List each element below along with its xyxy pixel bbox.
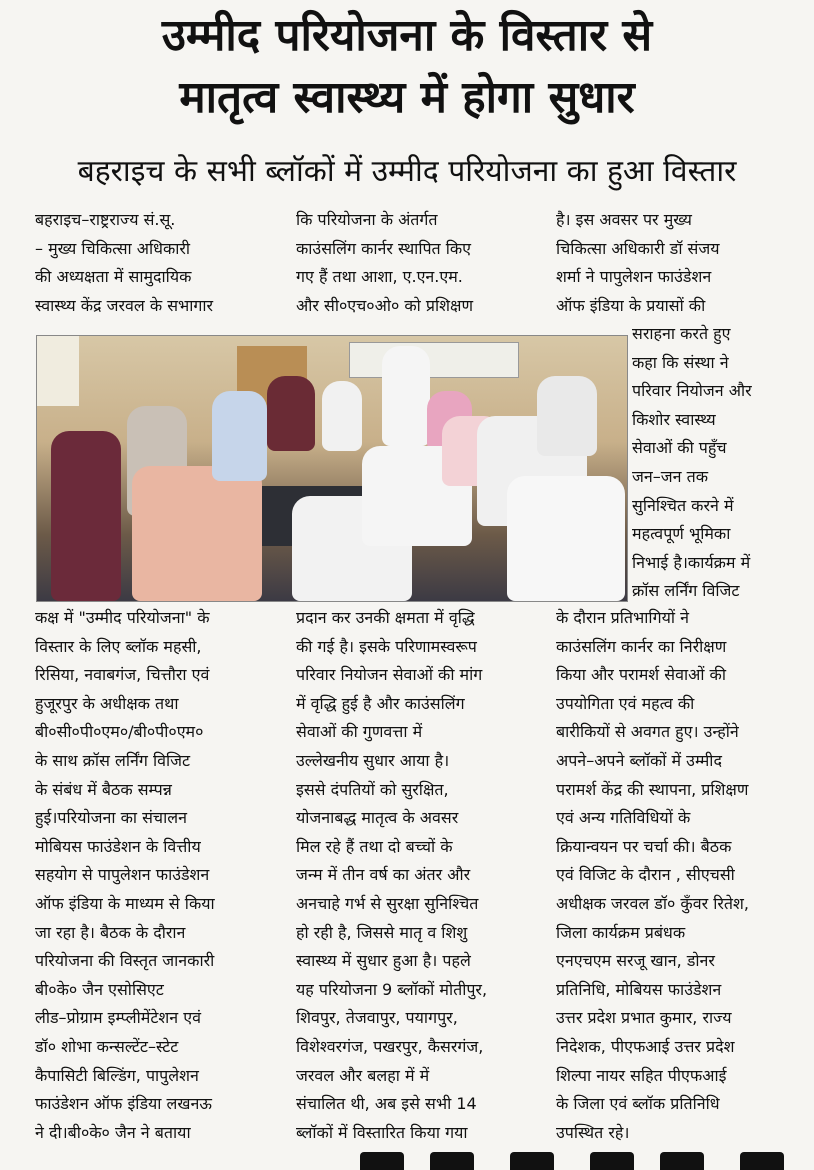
article-line: डॉ० शोभा कन्सल्टेंट–स्टेट [35,1037,179,1056]
article-line: काउंसलिंग कार्नर का निरीक्षण [556,636,727,656]
article-line: महत्वपूर्ण भूमिका [632,524,731,544]
photo-person [51,431,121,601]
article-line: अपने–अपने ब्लॉकों में उम्मीद [556,751,722,770]
article-line: जन–जन तक [632,467,708,486]
article-line: के साथ क्रॉस लर्निंग विजिट [35,751,191,770]
article-line: जिला कार्यक्रम प्रबंधक [556,922,686,942]
article-line: उल्लेखनीय सुधार आया है। [296,751,450,770]
article-line: उत्तर प्रदेश प्रभात कुमार, राज्य [556,1008,732,1028]
photo-person [382,346,430,446]
article-line: क्रियान्वयन पर चर्चा की। बैठक [556,836,732,856]
article-line: शिवपुर, तेजवापुर, पयागपुर, [296,1008,458,1028]
article-line: परियोजना की विस्तृत जानकारी [35,951,215,971]
article-line: अधीक्षक जरवल डॉ० कुँवर रितेश, [556,894,749,913]
article-line: कैपासिटी बिल्डिंग, पापुलेशन [35,1065,199,1085]
article-line: उपस्थित रहे। [556,1122,630,1142]
article-line: बहराइच–राष्ट्रराज्य सं.सू. [35,210,176,229]
article-line: चिकित्सा अधिकारी डॉ संजय [556,238,720,258]
photo-person [212,391,267,481]
article-line: ऑफ इंडिया के माध्यम से किया [35,894,215,913]
article-line: ने दी।बी०के० जैन ने बताया [35,1122,191,1142]
article-line: और सी०एच०ओ० को प्रशिक्षण [296,295,474,315]
article-line: विशेश्वरगंज, पखरपुर, कैसरगंज, [296,1037,484,1056]
article-line: सेवाओं की गुणवत्ता में [296,722,423,742]
article-line: किया और परामर्श सेवाओं की [556,665,726,685]
next-headline-fragment [360,1152,790,1170]
article-line: रिसिया, नवाबगंज, चित्तौरा एवं [35,665,210,685]
subheadline: बहराइच के सभी ब्लॉकों में उम्मीद परियोजना का हुआ विस्तार [77,154,737,189]
headline-line-1: उम्मीद परियोजना के विस्तार से [161,10,653,61]
article-line: प्रदान कर उनकी क्षमता में वृद्धि [296,608,475,627]
article-line: एवं विजिट के दौरान , सीएचसी [556,865,735,885]
article-line: योजनाबद्ध मातृत्व के अवसर [296,808,459,828]
photo-window [37,336,79,406]
article-line: संचालित थी, अब इसे सभी 14 [296,1094,477,1114]
article-line: विस्तार के लिए ब्लॉक महसी, [35,636,202,656]
article-line: एनएचएम सरजू खान, डोनर [556,951,715,971]
article-line: कहा कि संस्था ने [632,352,729,372]
article-line: स्वास्थ्य केंद्र जरवल के सभागार [35,295,214,315]
article-line: क्रॉस लर्निंग विजिट [632,581,740,601]
photo-person [537,376,597,456]
article-line: स्वास्थ्य में सुधार हुआ है। पहले [296,951,471,971]
article-line: जरवल और बलहा में में [296,1065,430,1085]
article-line: हुजूरपुर के अधीक्षक तथा [35,693,179,713]
photo-whiteboard [349,342,519,378]
article-line: – मुख्य चिकित्सा अधिकारी [35,238,191,258]
article-line: के दौरान प्रतिभागियों ने [556,608,689,627]
article-line: शिल्पा नायर सहित पीएफआई [556,1065,727,1085]
article-line: गए हैं तथा आशा, ए.एन.एम. [296,267,463,287]
article-line: इससे दंपतियों को सुरक्षित, [296,779,449,799]
article-line: बी०के० जैन एसोसिएट [35,979,164,999]
article-line: एवं अन्य गतिविधियों के [556,808,691,828]
article-line: लीड–प्रोग्राम इम्प्लीमेंटेशन एवं [35,1008,202,1028]
article-line: बारीकियों से अवगत हुए। उन्होंने [556,722,739,742]
article-line: निदेशक, पीएफआई उत्तर प्रदेश [556,1037,735,1056]
article-line: उपयोगिता एवं महत्व की [556,693,695,713]
article-line: मोबियस फाउंडेशन के वित्तीय [35,836,201,856]
article-line: के संबंध में बैठक सम्पन्न [35,779,172,799]
article-line: फाउंडेशन ऑफ इंडिया लखनऊ [35,1094,212,1114]
article-line: है। इस अवसर पर मुख्य [556,210,692,229]
article-line: परामर्श केंद्र की स्थापना, प्रशिक्षण [556,779,749,799]
photo-person [322,381,362,451]
article-line: कि परियोजना के अंतर्गत [296,210,438,229]
article-line: काउंसलिंग कार्नर स्थापित किए [296,238,472,258]
article-line: की अध्यक्षता में सामुदायिक [35,267,192,287]
news-photo [36,335,628,602]
article-line: ब्लॉकों में विस्तारित किया गया [296,1122,468,1142]
article-line: के जिला एवं ब्लॉक प्रतिनिधि [556,1094,720,1114]
article-line: ऑफ इंडिया के प्रयासों की [556,295,706,315]
headline-line-2: मातृत्व स्वास्थ्य में होगा सुधार [179,72,635,123]
article-line: बी०सी०पी०एम०/बी०पी०एम० [35,722,204,742]
article-line: कक्ष में "उम्मीद परियोजना" के [35,608,210,627]
article-line: सेवाओं की पहुँच [632,438,727,458]
article-line: जा रहा है। बैठक के दौरान [35,922,186,942]
article-line: सहयोग से पापुलेशन फाउंडेशन [35,865,210,885]
article-line: हो रही है, जिससे मातृ व शिशु [296,922,468,942]
article-line: मिल रहे हैं तथा दो बच्चों के [296,836,453,856]
article-line: शर्मा ने पापुलेशन फाउंडेशन [556,267,712,287]
article-line: किशोर स्वास्थ्य [632,409,716,429]
article-line: सराहना करते हुए [632,324,731,343]
photo-person [132,466,262,601]
photo-person [507,476,625,601]
photo-person [267,376,315,451]
article-line: अनचाहे गर्भ से सुरक्षा सुनिश्चित [296,894,479,913]
article-line: प्रतिनिधि, मोबियस फाउंडेशन [556,979,722,999]
article-line: यह परियोजना 9 ब्लॉकों मोतीपुर, [296,979,488,999]
article-line: निभाई है।कार्यक्रम में [632,552,751,572]
article-line: सुनिश्चित करने में [632,495,734,515]
article-line: परिवार नियोजन और [632,381,752,401]
article-line: हुई।परियोजना का संचालन [35,808,187,828]
article-line: जन्म में तीन वर्ष का अंतर और [296,865,471,885]
article-line: की गई है। इसके परिणामस्वरूप [296,636,477,656]
article-line: परिवार नियोजन सेवाओं की मांग [296,665,483,685]
article-line: में वृद्धि हुई है और काउंसलिंग [296,693,465,713]
